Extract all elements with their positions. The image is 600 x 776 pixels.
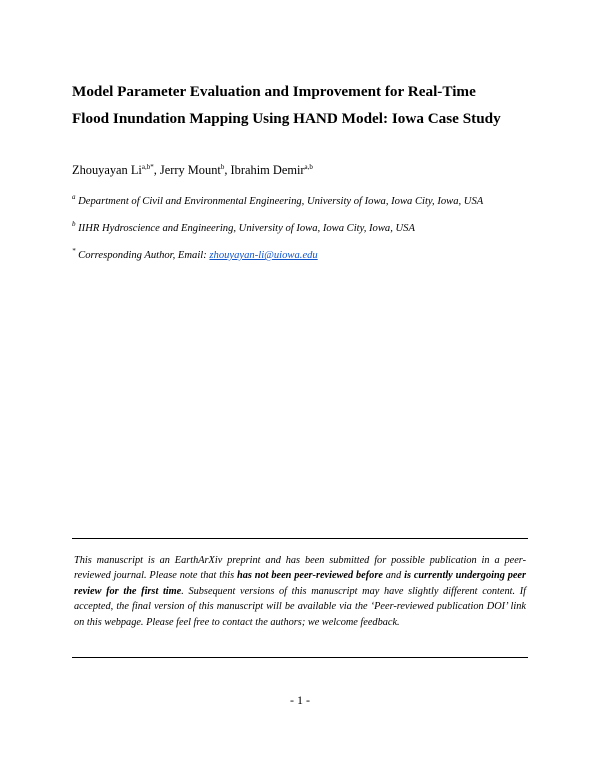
affiliation-a [72,193,484,207]
corresponding-mark: * [72,247,76,255]
author-name: Ibrahim Demir [230,163,305,177]
notice-emphasis: is currently undergoing peer review for the first time [74,570,527,597]
paper-title [72,78,542,132]
affiliation-mark: b [72,220,76,228]
corresponding-label: Corresponding Author, Email: [78,250,210,261]
affiliation-text: Department of Civil and Environmental Engineering, University of Iowa, Iowa City, Iowa, USA [78,196,484,207]
author-name: Zhouyayan Li [72,163,142,177]
corresponding-author [72,247,318,261]
notice-text: . Subsequent versions of this manuscript may have slightly different content. If accepted, the final version of this manuscript will be available via the ‘Peer-reviewed publication DOI’ link on this webpage. Please feel free to contact the authors; we welcome feedback. [74,585,527,628]
email-link[interactable]: zhouyayan-li@uiowa.edu [209,250,318,261]
notice-text: and [382,570,405,582]
author-name: Jerry Mount [159,163,221,177]
author-list [72,163,313,178]
author-separator: , [224,163,231,177]
author-affiliation-mark: a,b* [141,163,154,171]
affiliation-b [72,220,415,234]
page-number: - 1 - [290,693,310,707]
notice-text: This manuscript is an EarthArXiv preprint and has been submitted for possible publication in a peer-reviewed journal. Please note that this [74,555,526,582]
affiliation-mark: a [72,193,76,201]
author-affiliation-mark: a,b [304,163,313,171]
title-line-1: Model Parameter Evaluation and Improvement for Real-Time [72,83,476,100]
notice-emphasis: has not been peer-reviewed before [237,570,383,582]
author-affiliation-mark: b [220,163,225,171]
affiliation-text: IIHR Hydroscience and Engineering, University of Iowa, Iowa City, Iowa, USA [78,223,415,234]
preprint-notice [72,538,528,658]
title-line-2: Flood Inundation Mapping Using HAND Model: Iowa Case Study [72,110,501,127]
author-separator: , [153,163,160,177]
